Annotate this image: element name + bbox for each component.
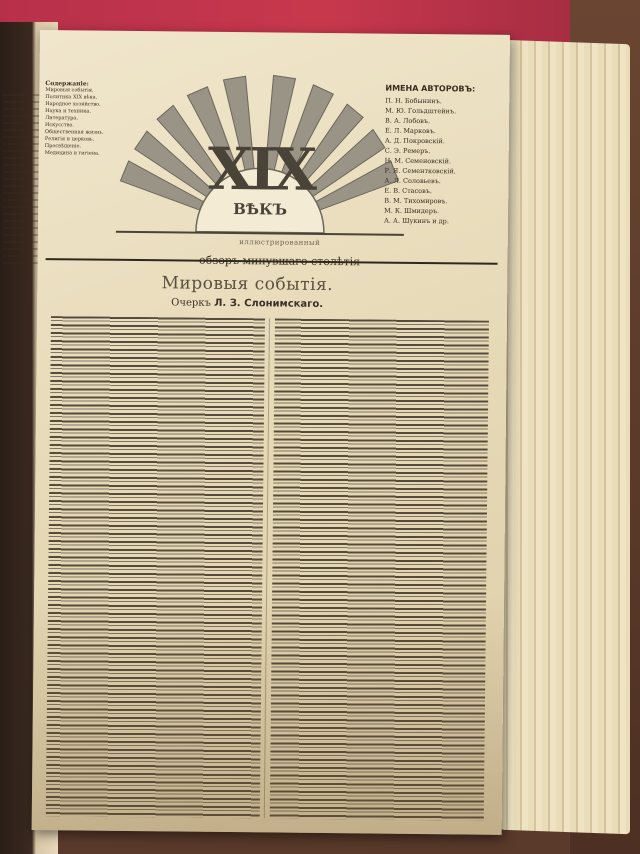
contents-line: Политика XIX вѣка. — [45, 94, 98, 101]
contents-line: Народное хозяйство. — [45, 101, 101, 108]
contents-line: Мировыя событія. — [45, 87, 94, 94]
author-name: В. М. Тихомировъ. — [384, 196, 448, 206]
author-name: М. К. Шмидеръ. — [384, 206, 440, 216]
author-name: В. А. Лобовъ. — [385, 116, 431, 126]
author-name: С. Э. Ремеръ. — [384, 146, 431, 156]
contents-line: Искусство. — [44, 122, 75, 129]
article-title: Мировыя событія. — [161, 273, 334, 296]
masthead-title: XIX — [207, 134, 314, 204]
authors-heading: ИМЕНА АВТОРОВЪ: — [385, 83, 476, 94]
byline-prefix: Очеркъ — [171, 297, 212, 309]
masthead-caption-main: обзоръ минувшаго столѣтія — [199, 253, 361, 269]
newspaper-page — [32, 30, 510, 835]
author-name: Е. Л. Марковъ. — [384, 126, 436, 136]
contents-line: Общественная жизнь. — [44, 129, 104, 136]
author-name: Р. Я. Сементковскій. — [384, 166, 456, 176]
byline-author: Л. З. Слонимскаго. — [214, 297, 324, 310]
authors-list — [384, 84, 503, 227]
page-shadow — [32, 590, 504, 835]
contents-sidebar — [43, 80, 107, 271]
author-name: Н. М. Семеновскій. — [384, 156, 452, 166]
contents-line: Просвѣщеніе. — [44, 143, 82, 150]
article-byline — [107, 297, 387, 311]
contents-line: Религія и церковь. — [44, 136, 95, 143]
author-name: М. Ю. Гольдштейнъ. — [385, 106, 457, 116]
author-name: А. Д. Покровскій. — [384, 136, 445, 146]
page-stack-edges — [500, 40, 630, 835]
masthead-illustration — [110, 61, 412, 269]
contents-heading: Содержаніе: — [45, 80, 89, 88]
masthead-subtitle: ВѢКЪ — [233, 200, 288, 219]
contents-line: Медицина и гигіена. — [44, 150, 100, 157]
contents-line: Литература. — [45, 115, 78, 122]
author-name: Е. В. Стасовъ. — [384, 186, 433, 196]
author-name: А. Л. Соловьевъ. — [384, 176, 441, 186]
contents-line: Наука и техника. — [45, 108, 91, 115]
masthead-caption-small: иллюстрированный — [239, 238, 321, 247]
author-name: А. А. Шукинъ и др. — [383, 216, 449, 226]
left-page-text-fragment — [3, 94, 41, 264]
author-name: П. Н. Бобынинъ. — [385, 96, 442, 106]
